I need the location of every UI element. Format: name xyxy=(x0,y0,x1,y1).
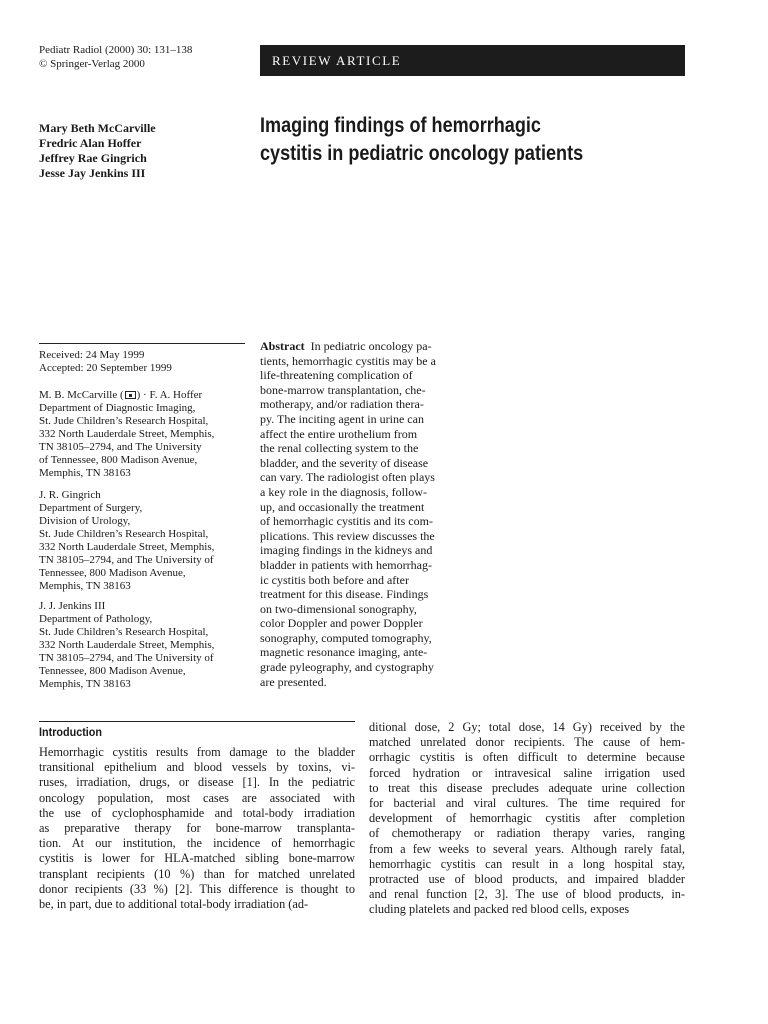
introduction-right-column xyxy=(369,720,685,918)
affiliation-line: TN 38105–2794, and The University of xyxy=(39,554,214,566)
text-line: of chemotherapy or radiation therapy varies, ranging xyxy=(369,826,685,841)
text-line: hemorrhagic cystitis can result in a long hospital stay, xyxy=(369,856,685,871)
text-line: motherapy, and/or radiation thera- xyxy=(260,397,424,412)
text-line: orrhagic cystitis is often difficult to determine because xyxy=(369,750,685,765)
text-line: protracted use of blood products, and impaired bladder xyxy=(369,872,685,887)
accepted-date: Accepted: 20 September 1999 xyxy=(39,362,172,374)
text-line: imaging findings in the kidneys and xyxy=(260,543,433,558)
abstract xyxy=(260,339,470,689)
affiliation-line: Department of Surgery, xyxy=(39,502,143,514)
text-line: be, in part, due to additional total-body irradiation (ad- xyxy=(39,897,309,912)
affiliation-line: Department of Diagnostic Imaging, xyxy=(39,402,196,414)
text-line: the renal collecting system to the xyxy=(260,441,419,456)
text-line: to treat this disease precludes adequate urine collection xyxy=(369,780,685,795)
abstract-line: Abstract In pediatric oncology pa- xyxy=(260,339,432,353)
article-type-label: REVIEW ARTICLE xyxy=(272,52,402,68)
intro-divider xyxy=(39,721,355,722)
journal-citation-block xyxy=(39,43,192,71)
text-line: bone-marrow transplantation, che- xyxy=(260,382,426,397)
abstract-heading: Abstract xyxy=(260,339,305,353)
author-name: Jesse Jay Jenkins III xyxy=(39,166,146,180)
article-title xyxy=(260,112,638,168)
text-line: Hemorrhagic cystitis results from damage to the bladder xyxy=(39,745,355,759)
affiliation-line: of Tennessee, 800 Madison Avenue, xyxy=(39,454,198,466)
author-list xyxy=(39,121,156,181)
affiliation-line: TN 38105–2794, and The University of xyxy=(39,652,214,664)
text-line: magnetic resonance imaging, ante- xyxy=(260,645,428,660)
text-line: a key role in the diagnosis, follow- xyxy=(260,484,427,499)
journal-citation: Pediatr Radiol (2000) 30: 131–138 xyxy=(39,44,193,56)
abstract-body xyxy=(260,354,470,690)
text-line: of hemorrhagic cystitis and its com- xyxy=(260,514,433,529)
text-line: ditional dose, 2 Gy; total dose, 14 Gy) received by the xyxy=(369,720,685,734)
meta-divider xyxy=(39,343,245,344)
text-line: affect the entire urothelium from xyxy=(260,426,418,441)
text-line: tion. At our institution, the incidence of hemorrhagic xyxy=(39,836,355,851)
text-line: oncology population, most cases are associated with xyxy=(39,790,355,805)
text-line: sonography, computed tomography, xyxy=(260,630,432,645)
envelope-icon xyxy=(125,391,136,399)
affiliation-line: 332 North Lauderdale Street, Memphis, xyxy=(39,541,215,553)
journal-copyright: © Springer-Verlag 2000 xyxy=(39,58,145,70)
text-line: transitional epithelium and blood vessels by toxins, vi- xyxy=(39,760,355,775)
received-date: Received: 24 May 1999 xyxy=(39,349,145,361)
text-line: cluding platelets and packed red blood cells, exposes xyxy=(369,902,630,917)
affiliation-line: TN 38105–2794, and The University xyxy=(39,441,202,453)
author-name: Jeffrey Rae Gingrich xyxy=(39,151,147,165)
affiliation-line: Memphis, TN 38163 xyxy=(39,467,131,479)
text-line: tients, hemorrhagic cystitis may be a xyxy=(260,353,436,368)
article-type-banner xyxy=(260,45,685,76)
text-line: up, and occasionally the treatment xyxy=(260,499,425,514)
text-line: py. The inciting agent in urine can xyxy=(260,411,424,426)
affiliation-jenkins xyxy=(39,600,214,691)
text-line: development of hemorrhagic cystitis after completion xyxy=(369,811,685,826)
author-name: Fredric Alan Hoffer xyxy=(39,136,142,150)
affiliation-names: M. B. McCarville ( ) · F. A. Hoffer xyxy=(39,389,203,401)
text-line: from a few weeks to several years. Although rarely fatal, xyxy=(369,841,685,856)
affiliation-line: St. Jude Children’s Research Hospital, xyxy=(39,415,209,427)
text-line: plications. This review discusses the xyxy=(260,528,435,543)
affiliation-mccarville-hoffer xyxy=(39,389,214,480)
text-line: life-threatening complication of xyxy=(260,368,413,383)
affiliation-line: Tennessee, 800 Madison Avenue, xyxy=(39,665,186,677)
affiliation-line: Division of Urology, xyxy=(39,515,131,527)
text-line: treatment for this disease. Findings xyxy=(260,587,429,602)
affiliation-line: J. R. Gingrich xyxy=(39,489,101,501)
text-line: donor recipients (33 %) [2]. This difference is thought to xyxy=(39,881,355,896)
affiliation-line: Tennessee, 800 Madison Avenue, xyxy=(39,567,186,579)
text-line: bladder in patients with hemorrhag- xyxy=(260,557,432,572)
text-line: forced hydration or intravesical saline irrigation used xyxy=(369,765,685,780)
text-line: can vary. The radiologist often plays xyxy=(260,470,435,485)
affiliation-line: St. Jude Children’s Research Hospital, xyxy=(39,528,209,540)
text-line: on two-dimensional sonography, xyxy=(260,601,417,616)
text-line: ruses, irradiation, drugs, or disease [1]. In the pediatric xyxy=(39,775,355,790)
text-line: for bacterial and viral cultures. The time required for xyxy=(369,796,685,811)
affiliation-line: Memphis, TN 38163 xyxy=(39,580,131,592)
affiliation-line: Memphis, TN 38163 xyxy=(39,678,131,690)
text-line: grade pyleography, and cystography xyxy=(260,660,434,675)
text-line: transplant recipients (10 %) than for matched unrelated xyxy=(39,866,355,881)
title-line: Imaging findings of hemorrhagic xyxy=(260,114,541,137)
article-dates xyxy=(39,349,172,375)
author-name: Mary Beth McCarville xyxy=(39,121,156,135)
text-line: cystitis is lower for HLA-matched sibling bone-marrow xyxy=(39,851,355,866)
introduction-left-column xyxy=(39,745,355,912)
text-line: ic cystitis both before and after xyxy=(260,572,409,587)
text-line: and renal function [2, 3]. The use of blood products, in- xyxy=(369,887,685,902)
affiliation-line: J. J. Jenkins III xyxy=(39,600,106,612)
title-line: cystitis in pediatric oncology patients xyxy=(260,142,584,165)
affiliation-line: 332 North Lauderdale Street, Memphis, xyxy=(39,428,215,440)
affiliation-gingrich xyxy=(39,489,214,593)
introduction-heading: Introduction xyxy=(39,725,102,739)
text-line: as preparative therapy for bone-marrow transplanta- xyxy=(39,821,355,836)
text-line: bladder, and the severity of disease xyxy=(260,455,429,470)
text-line: color Doppler and power Doppler xyxy=(260,616,423,631)
text-line: the use of cyclophosphamide and total-body irradiation xyxy=(39,805,355,820)
affiliation-line: Department of Pathology, xyxy=(39,613,153,625)
affiliation-line: St. Jude Children’s Research Hospital, xyxy=(39,626,209,638)
text-line: are presented. xyxy=(260,674,327,689)
text-line: matched unrelated donor recipients. The cause of hem- xyxy=(369,735,685,750)
affiliation-line: 332 North Lauderdale Street, Memphis, xyxy=(39,639,215,651)
